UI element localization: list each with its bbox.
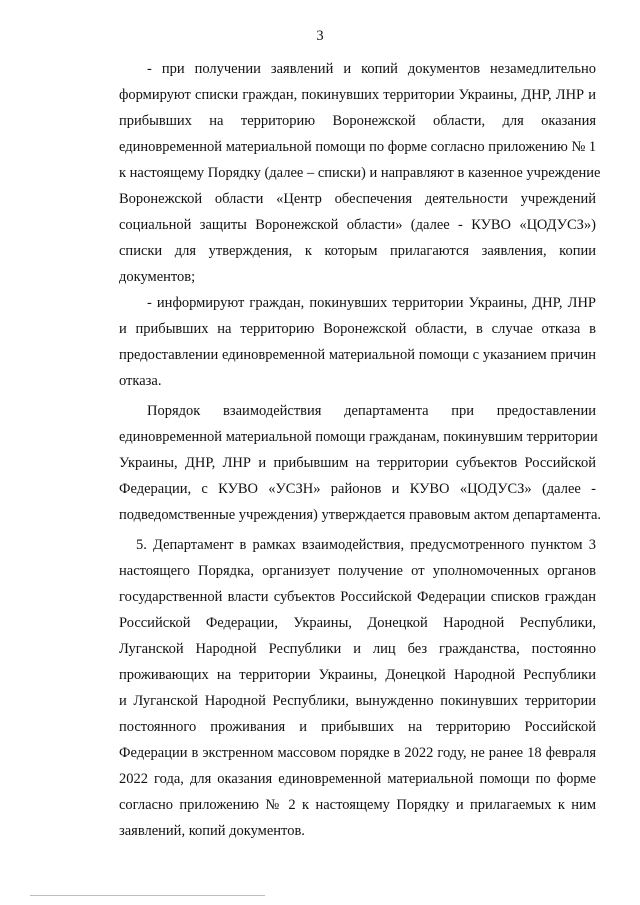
text-line: постоянного проживания и прибывших на территорию Российской — [119, 719, 596, 735]
text-line: - информируют граждан, покинувших территории Украины, ДНР, ЛНР — [147, 295, 596, 311]
text-line: и Луганской Народной Республики, вынужденно покинувших территории — [119, 693, 596, 709]
footer-divider — [30, 895, 265, 896]
text-line: единовременной материальной помощи гражданам, покинувшим территории — [119, 429, 598, 445]
text-line: подведомственные учреждения) утверждается правовым актом департамента. — [119, 507, 602, 523]
text-line: единовременной материальной помощи по форме согласно приложению № 1 — [119, 139, 597, 155]
text-line: настоящего Порядка, организует получение от уполномоченных органов — [119, 563, 596, 579]
text-line: и прибывших на территорию Воронежской области, в случае отказа в — [119, 321, 596, 337]
page-number: 3 — [316, 28, 324, 44]
text-line: согласно приложению № 2 к настоящему Порядку и прилагаемых к ним — [119, 797, 596, 813]
text-line: документов; — [119, 269, 196, 285]
text-line: прибывших на территорию Воронежской области, для оказания — [119, 113, 596, 129]
text-line: Воронежской области «Центр обеспечения деятельности учреждений — [119, 191, 596, 207]
text-line: заявлений, копий документов. — [119, 823, 305, 839]
text-line: формируют списки граждан, покинувших территории Украины, ДНР, ЛНР и — [119, 87, 596, 103]
text-line: социальной защиты Воронежской области» (далее - КУВО «ЦОДУСЗ») — [119, 217, 596, 233]
text-line: государственной власти субъектов Российской Федерации списков граждан — [119, 589, 596, 605]
text-line: 5. Департамент в рамках взаимодействия, предусмотренного пунктом 3 — [136, 537, 596, 553]
text-line: Федерации в экстренном массовом порядке в 2022 году, не ранее 18 февраля — [119, 745, 596, 761]
text-line: проживающих на территории Украины, Донецкой Народной Республики — [119, 667, 596, 683]
text-line: отказа. — [119, 373, 162, 389]
text-line: - при получении заявлений и копий документов незамедлительно — [147, 61, 596, 77]
text-line: Федерации, с КУВО «УСЗН» районов и КУВО «ЦОДУСЗ» (далее - — [119, 481, 596, 497]
text-line: Российской Федерации, Украины, Донецкой Народной Республики, — [119, 615, 596, 631]
text-line: к настоящему Порядку (далее – списки) и направляют в казенное учреждение — [119, 165, 601, 181]
text-line: Луганской Народной Республики и лиц без гражданства, постоянно — [119, 641, 596, 657]
text-line: Порядок взаимодействия департамента при предоставлении — [147, 403, 596, 419]
text-line: предоставлении единовременной материальной помощи с указанием причин — [119, 347, 596, 363]
text-line: 2022 года, для оказания единовременной материальной помощи по форме — [119, 771, 596, 787]
text-line: Украины, ДНР, ЛНР и прибывшим на территории субъектов Российской — [119, 455, 596, 471]
text-line: списки для утверждения, к которым прилагаются заявления, копии — [119, 243, 596, 259]
